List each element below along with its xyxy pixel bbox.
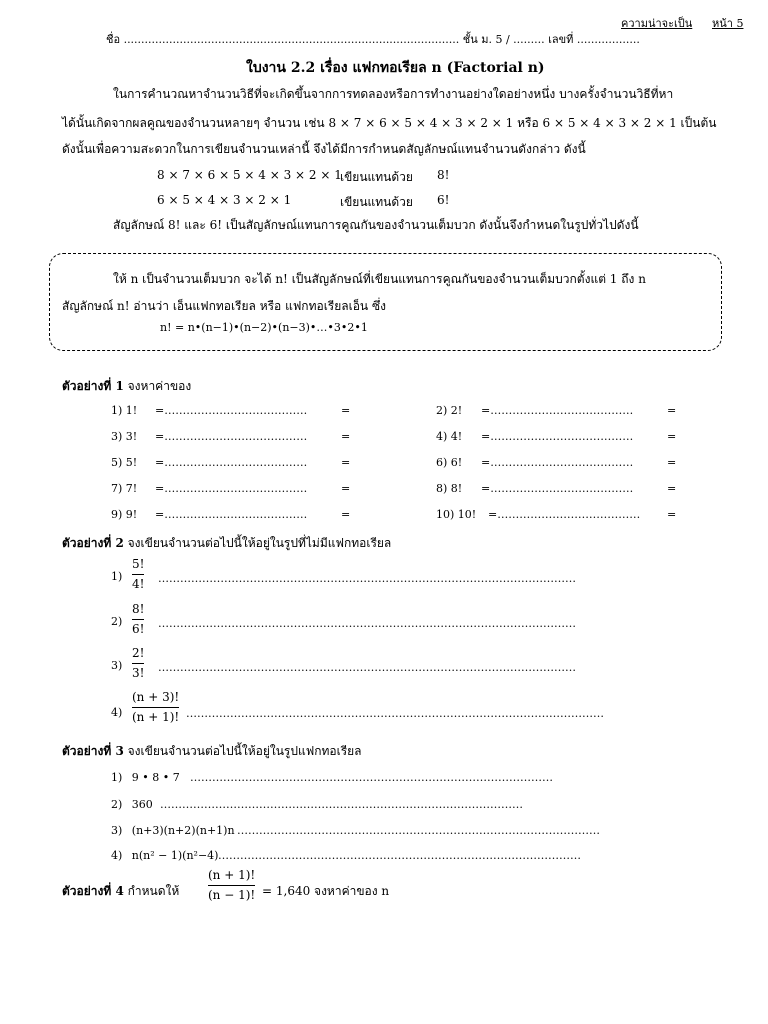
definition-line-2: สัญลักษณ์ n! อ่านว่า เอ็นแฟกทอเรียล หรือ แฟกทอเรียลเอ็น ซึ่ง — [62, 299, 386, 313]
example-label-2: เขียนแทนด้วย — [340, 195, 413, 209]
factorial-formula: n! = n•(n−1)•(n−2)•(n−3)•…•3•2•1 — [160, 321, 368, 334]
ex1-item-6-label: 6) 6! — [436, 456, 463, 469]
example-2-heading-row — [62, 534, 391, 553]
ex2-item-4-num: 4) — [111, 706, 123, 719]
example-4-prefix: กำหนดให้ — [127, 884, 180, 898]
example-1-heading-row — [62, 377, 191, 396]
definition-line-1: ให้ n เป็นจำนวนเต็มบวก จะได้ n! เป็นสัญลักษณ์ที่เขียนแทนการคูณกันของจำนวนเต็มบวกตั้งแต่ 1 ถึง n — [113, 272, 646, 286]
ex1-item-4-eq: = — [667, 430, 677, 443]
example-2-instruction: จงเขียนจำนวนต่อไปนี้ให้อยู่ในรูปที่ไม่มีแฟกทอเรียล — [127, 536, 392, 550]
ex1-item-9-label: 9) 9! — [111, 508, 138, 521]
example-3-heading-row — [62, 742, 362, 761]
example-4-heading: ตัวอย่างที่ 4 — [62, 884, 124, 898]
ex3-item-1-answer-line: ……………………………………………………………………………………… — [190, 771, 553, 784]
ex3-item-1-num: 1) — [111, 771, 123, 784]
ex2-item-4-denominator: (n + 1)! — [132, 710, 180, 724]
ex3-item-4-num: 4) — [111, 849, 123, 862]
page-title: ใบงาน 2.2 เรื่อง แฟกทอเรียล n (Factorial n) — [246, 60, 545, 76]
example-1-instruction: จงหาค่าของ — [127, 379, 192, 393]
ex2-item-1-denominator: 4! — [132, 577, 145, 591]
ex3-item-4-expr: n(n² − 1)(n²−4) — [131, 849, 219, 862]
ex2-item-4-fraction — [132, 690, 179, 724]
ex3-item-1-row — [111, 771, 180, 784]
intro-line-2: ได้นั้นเกิดจากผลคูณของจำนวนหลายๆ จำนวน เช่น 8 × 7 × 6 × 5 × 4 × 3 × 2 × 1 หรือ 6 × 5 × 4 × 3 × 2 × 1 เป็นต้น — [62, 116, 717, 130]
ex1-item-9-fill: =………………………………… — [155, 508, 308, 521]
ex1-item-7-label: 7) 7! — [111, 482, 138, 495]
ex3-item-2-num: 2) — [111, 798, 123, 811]
intro-line-4: สัญลักษณ์ 8! และ 6! เป็นสัญลักษณ์แทนการคูณกันของจำนวนเต็มบวก ดังนั้นจึงกำหนดในรูปทั่วไปดังนี้ — [113, 218, 639, 232]
example-value-2: 6! — [437, 193, 450, 207]
ex2-item-3-denominator: 3! — [132, 666, 145, 680]
ex1-item-2-eq: = — [667, 404, 677, 417]
ex1-item-5-fill: =………………………………… — [155, 456, 308, 469]
ex3-item-2-row — [111, 798, 153, 811]
ex1-item-5-eq: = — [341, 456, 351, 469]
intro-line-1: ในการคำนวณหาจำนวนวิธีที่จะเกิดขึ้นจากการทดลองหรือการทำงานอย่างใดอย่างหนึ่ง บางครั้งจำนวนวิธีที่หา — [113, 87, 674, 101]
ex4-suffix: = 1,640 จงหาค่าของ n — [262, 884, 390, 898]
ex1-item-1-label: 1) 1! — [111, 404, 138, 417]
ex1-item-1-eq: = — [341, 404, 351, 417]
ex1-item-9-eq: = — [341, 508, 351, 521]
ex3-item-4-answer-line: ……………………………………………………………………………………… — [218, 849, 581, 862]
student-info-line: ชื่อ ................................................................................................ ชั้น ม. 5 / ......... เลขที่ .................. — [106, 33, 640, 46]
page-number: หน้า 5 — [712, 17, 744, 30]
ex3-item-3-expr: (n+3)(n+2)(n+1)n — [131, 824, 235, 837]
ex2-item-1-fraction — [132, 557, 144, 591]
ex4-fraction — [208, 868, 255, 902]
ex3-item-1-expr: 9 • 8 • 7 — [131, 771, 180, 784]
example-3-heading: ตัวอย่างที่ 3 — [62, 744, 124, 758]
ex1-item-10-fill: =………………………………… — [488, 508, 641, 521]
ex3-item-3-row — [111, 824, 235, 837]
ex1-item-8-fill: =………………………………… — [481, 482, 634, 495]
ex1-item-5-label: 5) 5! — [111, 456, 138, 469]
ex1-item-3-fill: =………………………………… — [155, 430, 308, 443]
ex1-item-10-label: 10) 10! — [436, 508, 477, 521]
ex3-item-2-expr: 360 — [131, 798, 153, 811]
ex4-numerator: (n + 1)! — [208, 868, 256, 882]
example-value-1: 8! — [437, 168, 450, 182]
ex2-item-1-num: 1) — [111, 570, 123, 583]
ex2-item-4-answer-line: …………………………………………………………………………………………………… — [186, 707, 604, 720]
ex1-item-2-label: 2) 2! — [436, 404, 463, 417]
ex1-item-8-eq: = — [667, 482, 677, 495]
ex1-item-2-fill: =………………………………… — [481, 404, 634, 417]
ex2-item-1-answer-line: …………………………………………………………………………………………………… — [158, 572, 576, 585]
ex1-item-6-fill: =………………………………… — [481, 456, 634, 469]
ex2-item-3-numerator: 2! — [132, 646, 145, 660]
ex1-item-1-fill: =………………………………… — [155, 404, 308, 417]
ex2-item-1-numerator: 5! — [132, 557, 145, 571]
example-4-heading-row — [62, 882, 179, 901]
example-1-heading: ตัวอย่างที่ 1 — [62, 379, 124, 393]
example-2-heading: ตัวอย่างที่ 2 — [62, 536, 124, 550]
example-label-1: เขียนแทนด้วย — [340, 170, 413, 184]
ex1-item-7-fill: =………………………………… — [155, 482, 308, 495]
ex2-item-2-num: 2) — [111, 615, 123, 628]
ex2-item-3-num: 3) — [111, 659, 123, 672]
ex1-item-3-eq: = — [341, 430, 351, 443]
ex3-item-3-num: 3) — [111, 824, 123, 837]
intro-line-3: ดังนั้นเพื่อความสะดวกในการเขียนจำนวนเหล่านี้ จึงได้มีการกำหนดสัญลักษณ์แทนจำนวนดังกล่าว ดังนี้ — [62, 142, 586, 156]
ex1-item-7-eq: = — [341, 482, 351, 495]
ex1-item-6-eq: = — [667, 456, 677, 469]
ex2-item-4-numerator: (n + 3)! — [132, 690, 180, 704]
ex2-item-2-fraction — [132, 602, 144, 636]
ex2-item-3-fraction — [132, 646, 144, 680]
ex1-item-3-label: 3) 3! — [111, 430, 138, 443]
ex2-item-2-answer-line: …………………………………………………………………………………………………… — [158, 617, 576, 630]
ex2-item-3-answer-line: …………………………………………………………………………………………………… — [158, 661, 576, 674]
ex3-item-4-row — [111, 849, 218, 862]
ex1-item-8-label: 8) 8! — [436, 482, 463, 495]
subject-label: ความน่าจะเป็น — [621, 17, 693, 30]
example-expr-2: 6 × 5 × 4 × 3 × 2 × 1 — [157, 193, 292, 207]
ex1-item-4-fill: =………………………………… — [481, 430, 634, 443]
ex2-item-2-numerator: 8! — [132, 602, 145, 616]
ex4-denominator: (n − 1)! — [208, 888, 256, 902]
example-expr-1: 8 × 7 × 6 × 5 × 4 × 3 × 2 × 1 — [157, 168, 342, 182]
ex3-item-2-answer-line: ……………………………………………………………………………………… — [160, 798, 523, 811]
ex1-item-10-eq: = — [667, 508, 677, 521]
ex1-item-4-label: 4) 4! — [436, 430, 463, 443]
example-3-instruction: จงเขียนจำนวนต่อไปนี้ให้อยู่ในรูปแฟกทอเรียล — [127, 744, 362, 758]
ex2-item-2-denominator: 6! — [132, 622, 145, 636]
ex3-item-3-answer-line: ……………………………………………………………………………………… — [237, 824, 600, 837]
